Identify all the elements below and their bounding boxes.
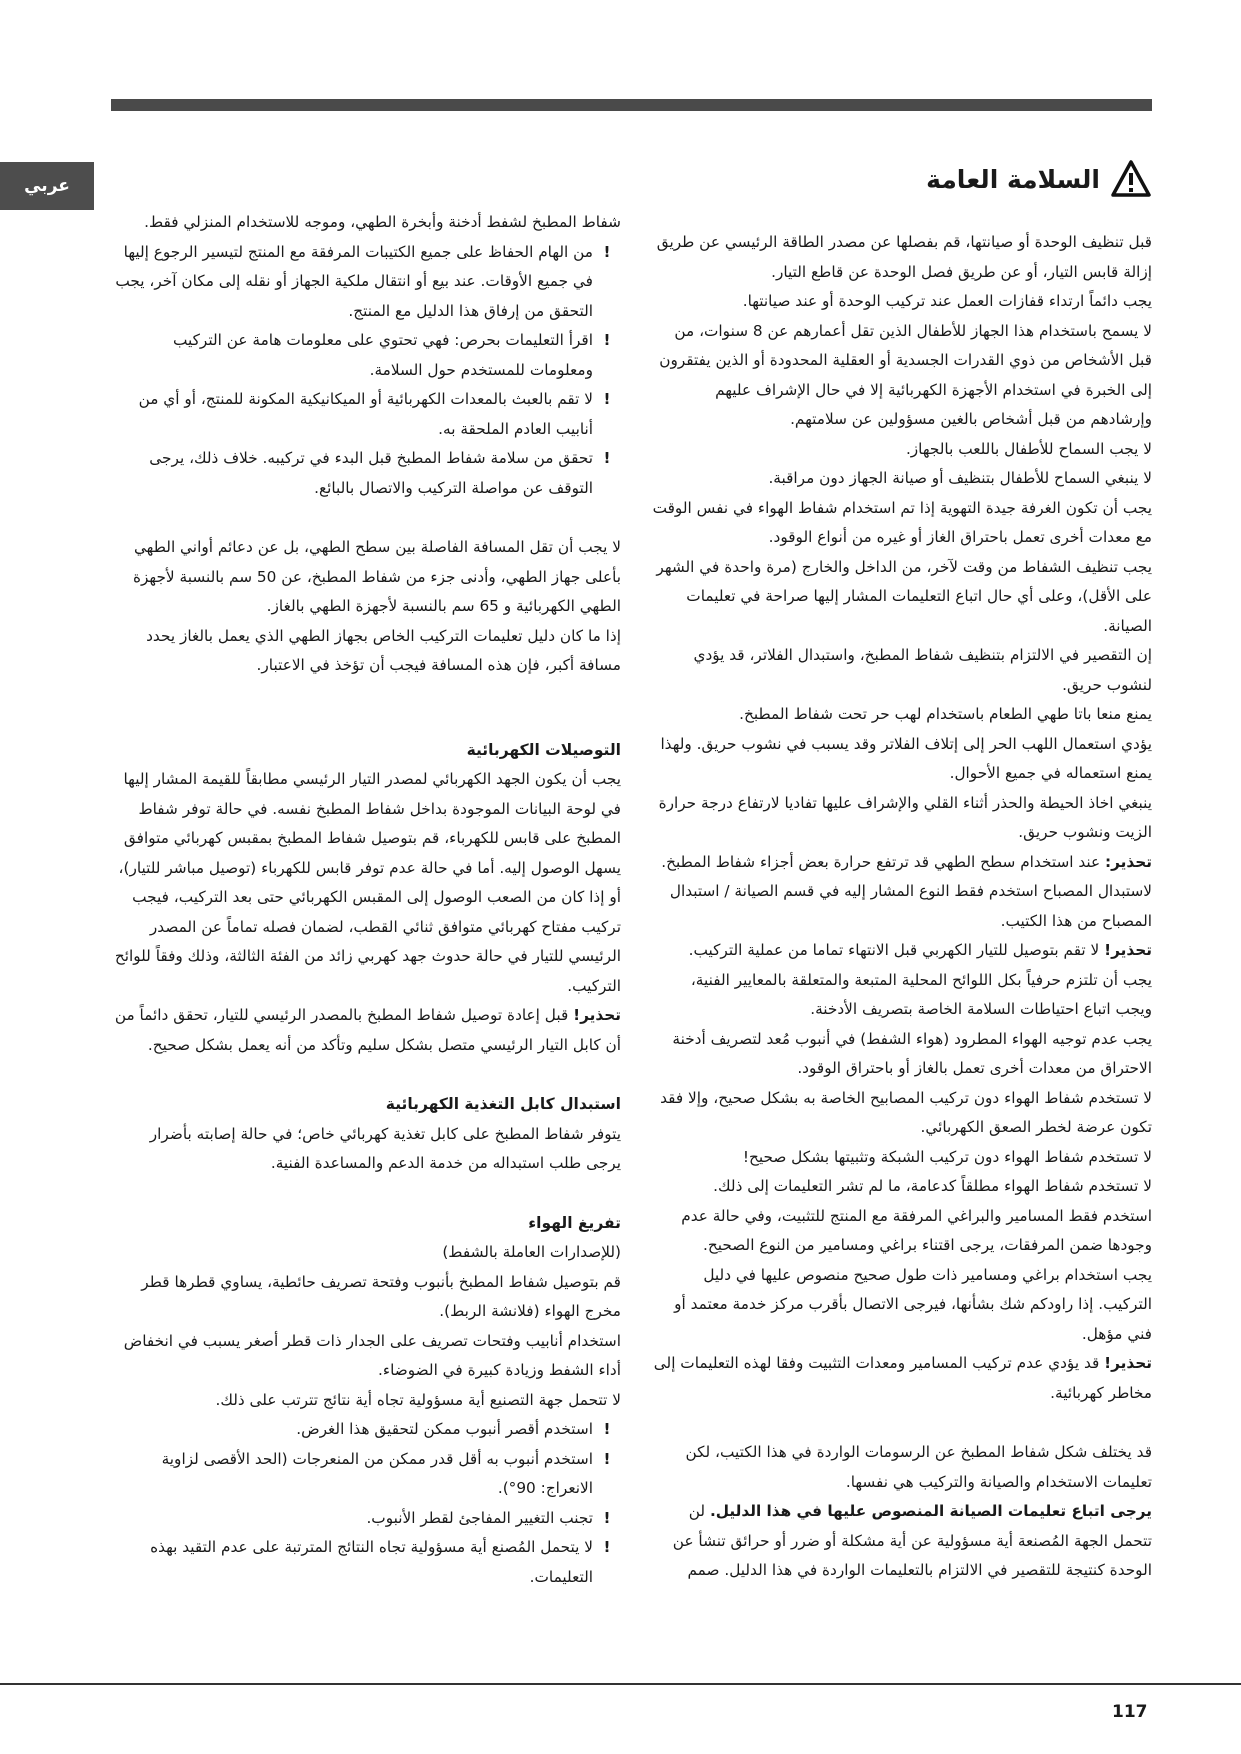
paragraph: يجب أن تكون الغرفة جيدة التهوية إذا تم استخدام شفاط الهواء في نفس الوقت مع معدات أخرى تعمل باحتراق الغاز أو غيره من أنواع الوقود. (652, 498, 1152, 546)
paragraph: يجب استخدام براغي ومسامير ذات طول صحيح منصوص عليها في دليل التركيب. إذا راودكم شك بشأنها، فيرجى الاتصال بأقرب مركز خدمة معتمد أو فني مؤهل. (674, 1265, 1152, 1343)
paragraph: يمنع منعا باتا طهي الطعام باستخدام لهب حر تحت شفاط المطبخ. (739, 705, 1152, 723)
paragraph: لا تتحمل جهة التصنيع أية مسؤولية تجاه أية نتائج تترتب على ذلك. (215, 1390, 621, 1409)
bottom-rule (0, 1683, 1241, 1685)
warning-label: تحذير: (1105, 852, 1152, 871)
bullet-icon: ! (603, 331, 611, 349)
cable-heading: استبدال كابل التغذية الكهربائية (385, 1095, 621, 1113)
paragraph: ينبغي اخاذ الحيطة والحذر أثناء القلي والإشراف عليها تفاديا لارتفاع درجة حرارة الزيت ونشوب حريق. (658, 793, 1152, 841)
warning-text: عند استخدام سطح الطهي قد ترتفع حرارة بعض أجزاء شفاط المطبخ. (661, 852, 1106, 871)
language-tab: عربي (0, 162, 94, 210)
warning-text: قد يؤدي عدم تركيب المسامير ومعدات التثبيت وفقا لهذه التعليمات إلى مخاطر كهربائية. (653, 1354, 1152, 1402)
electrical-heading: التوصيلات الكهربائية (466, 740, 621, 759)
paragraph: لا يسمح باستخدام هذا الجهاز للأطفال الذين تقل أعمارهم عن 8 سنوات، من قبل الأشخاص من ذوي القدرات الجسدية أو العقلية المحدودة أو الذين يفتقرون إلى الخبرة في استخدام الأجهزة الكهربائية إلا في حال الإشراف عليهم وإرشادهم من قبل أشخاص بالغين مسؤولين عن سلامتهم. (659, 321, 1152, 428)
warning-label: تحذير! (1104, 1354, 1152, 1372)
paragraph: يجب تنظيف الشفاط من وقت لآخر، من الداخل والخارج (مرة واحدة في الشهر على الأقل)، وعلى أي حال اتباع التعليمات المشار إليها صراحة في تعليمات الصيانة. (656, 557, 1152, 635)
warning-paragraph (111, 1001, 621, 1060)
bullet-icon: ! (603, 1538, 611, 1556)
list-item-text: استخدم أنبوب به أقل قدر ممكن من المنعرجات (الحد الأقصى لزاوية الانعراج: 90°). (161, 1449, 593, 1497)
paragraph: يجب دائماً ارتداء قفازات العمل عند تركيب الوحدة أو عند صيانتها. (742, 292, 1152, 310)
paragraph: إن التقصير في الالتزام بتنظيف شفاط المطبخ، واستبدال الفلاتر، قد يؤدي لنشوب حريق. (693, 646, 1152, 694)
paragraph: (للإصدارات العاملة بالشفط) (442, 1243, 621, 1261)
paragraph: استخدام أنابيب وفتحات تصريف على الجدار ذات قطر أصغر يسبب في انخفاض أداء الشفط وزيادة كبيرة في الضوضاء. (123, 1331, 621, 1379)
list-item (111, 1504, 621, 1534)
spacer (111, 1179, 621, 1209)
paragraph: شفاط المطبخ لشفط أدخنة وأبخرة الطهي، وموجه للاستخدام المنزلي فقط. (144, 213, 621, 231)
paragraph: لا ينبغي السماح للأطفال بتنظيف أو صيانة الجهاز دون مراقبة. (768, 469, 1152, 487)
spacer (111, 503, 621, 533)
warning-label: تحذير! (1104, 941, 1152, 959)
maintenance-text: لن تتحمل الجهة المُصنعة أية مسؤولية عن أية مشكلة أو ضرر أو حرائق تنشأ عن الوحدة كنتيجة للتقصير في الالتزام بالتعليمات الواردة في هذا الدليل. صمم (672, 1502, 1152, 1579)
paragraph: لا يجب أن تقل المسافة الفاصلة بين سطح الطهي، بل عن دعائم أواني الطهي بأعلى جهاز الطهي، وأدنى جزء من شفاط المطبخ، عن 50 سم بالنسبة لأجهزة الطهي الكهربائية و 65 سم بالنسبة لأجهزة الطهي بالغاز. (132, 538, 621, 615)
spacer (111, 681, 621, 736)
list-item (111, 385, 621, 444)
list-item-text: اقرأ التعليمات بحرص: فهي تحتوي على معلومات هامة عن التركيب ومعلومات للمستخدم حول السلامة. (173, 331, 593, 379)
bullet-icon: ! (603, 390, 611, 408)
warning-text: لا تقم بتوصيل للتيار الكهربي قبل الانتهاء تماما من عملية التركيب. (688, 941, 1105, 959)
maintenance-bold: يرجى اتباع تعليمات الصيانة المنصوص عليها في هذا الدليل. (709, 1502, 1152, 1520)
top-rule (111, 99, 1152, 111)
left-column (111, 208, 621, 1592)
bullet-icon: ! (603, 449, 611, 467)
list-item (111, 238, 621, 327)
bullet-icon: ! (603, 242, 611, 261)
list-item (111, 1533, 621, 1592)
bullet-icon: ! (603, 1420, 611, 1438)
bullet-icon: ! (603, 1449, 611, 1468)
maintenance-paragraph (652, 1497, 1152, 1586)
page-title: السلامة العامة (926, 164, 1100, 194)
page-number: 117 (1112, 1702, 1148, 1722)
paragraph: يجب عدم توجيه الهواء المطرود (هواء الشفط) في أنبوب مُعد لتصريف أدخنة الاحتراق من معدات أخرى تعمل بالغاز أو باحتراق الوقود. (672, 1029, 1152, 1077)
warning-paragraph (652, 848, 1152, 878)
warning-paragraph (652, 936, 1152, 966)
paragraph: لا تستخدم شفاط الهواء مطلقاً كدعامة، ما لم تشر التعليمات إلى ذلك. (713, 1177, 1152, 1195)
air-heading: تفريغ الهواء (528, 1213, 621, 1232)
paragraph: لاستبدال المصباح استخدم فقط النوع المشار إليه في قسم الصيانة / استبدال المصباح من هذا الكتيب. (669, 882, 1152, 930)
warning-text: قبل إعادة توصيل شفاط المطبخ بالمصدر الرئيسي للتيار، تحقق دائماً من أن كابل التيار الرئيسي متصل بشكل سليم وتأكد من أنه يعمل بشكل صحيح. (114, 1006, 621, 1054)
list-item (111, 326, 621, 385)
paragraph: يؤدي استعمال اللهب الحر إلى إتلاف الفلاتر وقد يسبب في نشوب حريق. ولهذا يمنع استعماله في جميع الأحوال. (660, 734, 1152, 782)
list-item-text: من الهام الحفاظ على جميع الكتيبات المرفقة مع المنتج لتيسير الرجوع إليها في جميع الأوقات. عند بيع أو انتقال ملكية الجهاز أو نقله إلى مكان آخر، يجب التحقق من إرفاق هذا الدليل مع المنتج. (115, 242, 593, 320)
list-item (111, 444, 621, 503)
list-item-text: استخدم أقصر أنبوب ممكن لتحقيق هذا الغرض. (296, 1420, 593, 1438)
list-item (111, 1445, 621, 1504)
paragraph: استخدم فقط المسامير والبراغي المرفقة مع المنتج للتثبيت، وفي حالة عدم وجودها ضمن المرفقات، يرجى اقتناء براغي ومسامير من النوع الصحيح. (681, 1206, 1152, 1254)
paragraph: لا تستخدم شفاط الهواء دون تركيب الشبكة وتثبيتها بشكل صحيح! (742, 1147, 1152, 1166)
section-title (900, 156, 1152, 202)
paragraph: لا يجب السماح للأطفال باللعب بالجهاز. (905, 439, 1152, 458)
paragraph: يجب أن يكون الجهد الكهربائي لمصدر التيار الرئيسي مطابقاً للقيمة المشار إليها في لوحة البيانات الموجودة بداخل شفاط المطبخ نفسه. في حالة توفر شفاط المطبخ على قابس للكهرباء، قم بتوصيل شفاط المطبخ بمقبس كهربائي متوافق يسهل الوصول إليه. أما في حالة عدم توفر قابس للكهرباء (توصيل مباشر للتيار)، أو إذا كان من الصعب الوصول إلى المقبس الكهربائي حتى بعد التركيب، فيجب تركيب مفتاح كهربائي متوافق ثنائي القطب، لضمان فصله تماماً عن المصدر الرئيسي للتيار في حالة حدوث جهد كهربي زائد من الفئة الثالثة، وذلك وفقاً للوائح التركيب. (114, 770, 621, 995)
right-column (652, 228, 1152, 1586)
paragraph: قد يختلف شكل شفاط المطبخ عن الرسومات الواردة في هذا الكتيب، لكن تعليمات الاستخدام والصيانة والتركيب هي نفسها. (685, 1443, 1152, 1491)
warning-icon (1110, 159, 1152, 199)
spacer (652, 1408, 1152, 1438)
paragraph: يجب أن تلتزم حرفياً بكل اللوائح المحلية المتبعة والمتعلقة بالمعايير الفنية، ويجب اتباع احتياطات السلامة الخاصة بتصريف الأدخنة. (690, 970, 1152, 1018)
spacer (111, 1060, 621, 1090)
warning-label: تحذير! (573, 1006, 621, 1024)
paragraph: قبل تنظيف الوحدة أو صيانتها، قم بفصلها عن مصدر الطاقة الرئيسي عن طريق إزالة قابس التيار، أو عن طريق فصل الوحدة عن قاطع التيار. (656, 233, 1152, 281)
bullet-icon: ! (603, 1508, 611, 1527)
warning-paragraph (652, 1349, 1152, 1408)
list-item-text: لا يتحمل المُصنع أية مسؤولية تجاه النتائج المترتبة على عدم التقيد بهذه التعليمات. (150, 1538, 593, 1586)
paragraph: لا تستخدم شفاط الهواء دون تركيب المصابيح الخاصة به بشكل صحيح، وإلا فقد تكون عرضة لخطر الصعق الكهربائي. (660, 1088, 1152, 1136)
list-item (111, 1415, 621, 1445)
paragraph: يتوفر شفاط المطبخ على كابل تغذية كهربائي خاص؛ في حالة إصابته بأضرار يرجى طلب استبداله من خدمة الدعم والمساعدة الفنية. (149, 1124, 621, 1172)
paragraph: إذا ما كان دليل تعليمات التركيب الخاص بجهاز الطهي الذي يعمل بالغاز يحدد مسافة أكبر، فإن هذه المسافة فيجب أن تؤخذ في الاعتبار. (146, 626, 621, 674)
paragraph: قم بتوصيل شفاط المطبخ بأنبوب وفتحة تصريف حائطية، يساوي قطرها قطر مخرج الهواء (فلانشة الربط). (141, 1272, 621, 1320)
list-item-text: تحقق من سلامة شفاط المطبخ قبل البدء في تركيبه. خلاف ذلك، يرجى التوقف عن مواصلة التركيب والاتصال بالبائع. (149, 449, 593, 497)
list-item-text: لا تقم بالعبث بالمعدات الكهربائية أو الميكانيكية المكونة للمنتج، أو أي من أنابيب العادم الملحقة به. (138, 390, 593, 438)
list-item-text: تجنب التغيير المفاجئ لقطر الأنبوب. (366, 1508, 593, 1527)
